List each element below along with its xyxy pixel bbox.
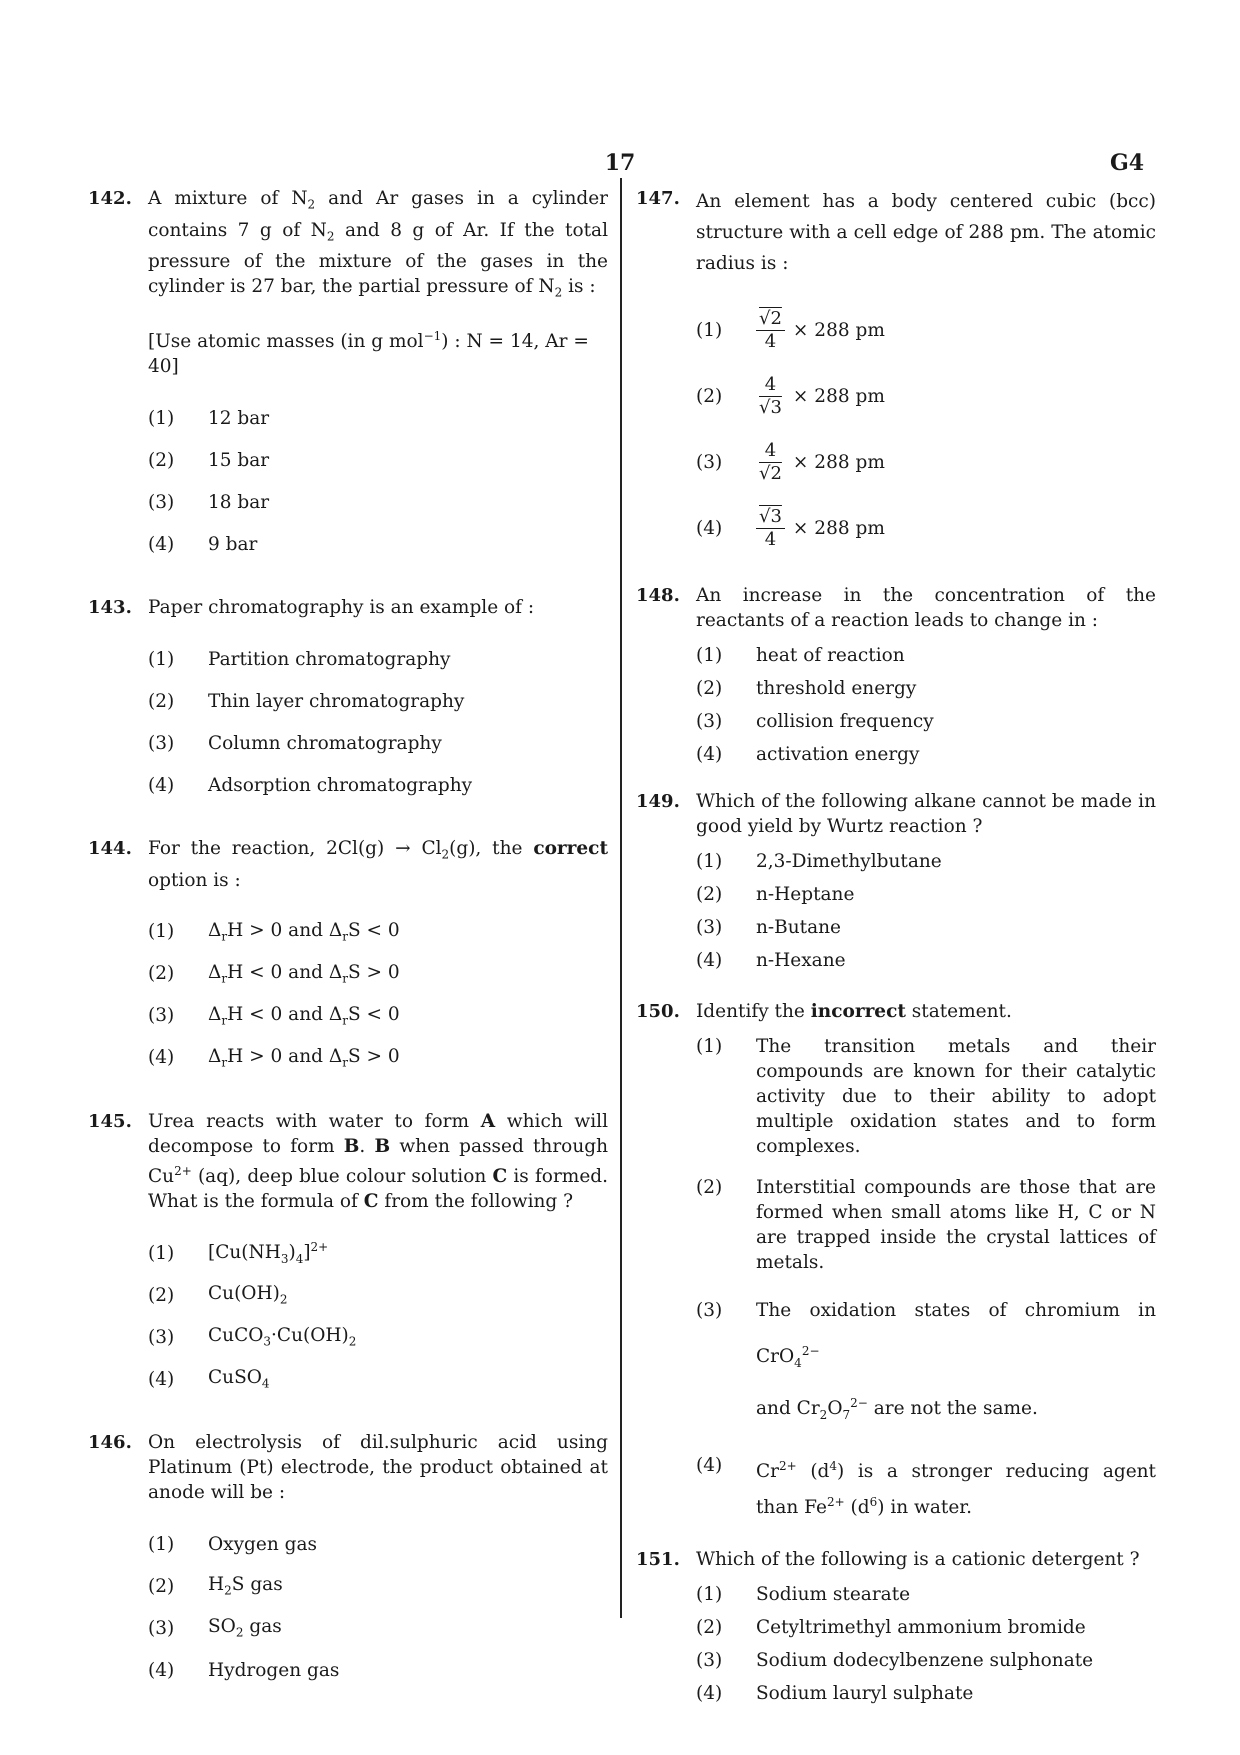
option-1: (1) heat of reaction <box>696 645 905 666</box>
fraction: $\frac{4}{√3}$ <box>759 373 782 418</box>
option-2: (2) n-Heptane <box>696 884 855 905</box>
option-4: (4) Adsorption chromatography <box>148 774 473 796</box>
fraction: $\frac{√2}{4}$ <box>756 308 785 353</box>
option-1: (1) Oxygen gas <box>148 1533 318 1555</box>
option-3: (3) The oxidation states of chromium in CrO$_4^{2-}$ and $Cr_2O_7^{2-}$ are not the same. <box>696 1300 1156 1422</box>
option-2: (2) threshold energy <box>696 678 917 699</box>
option-3: (3) $\frac{4}{√2}$ × 288 pm <box>696 439 885 484</box>
option-4: (4) CuSO$_4$ <box>148 1367 270 1391</box>
question-stem: Which of the following is a cationic detergent ? <box>696 1549 1140 1570</box>
question-stem: Paper chromatography is an example of : <box>148 597 535 619</box>
option-1: (1) $\frac{√2}{4}$ × 288 pm <box>696 307 885 352</box>
question-stem: For the reaction, $2Cl(g) \to Cl_2(g)$, the correct option is : <box>148 838 608 891</box>
option-2: (2) $\frac{4}{√3}$ × 288 pm <box>696 373 885 418</box>
question-number: 142. <box>88 188 132 209</box>
question-number: 145. <box>88 1110 132 1132</box>
question-stem: An increase in the concentration of the reactants of a reaction leads to change in : <box>696 585 1156 631</box>
option-3: (3) Sodium dodecylbenzene sulphonate <box>696 1650 1094 1671</box>
option-3: (3) collision frequency <box>696 711 934 732</box>
option-2: (2) $\Delta_rH < 0$ and $\Delta_rS > 0$ <box>148 962 400 986</box>
question-stem: Which of the following alkane cannot be made in good yield by Wurtz reaction ? <box>696 791 1156 837</box>
option-4: (4) 9 bar <box>148 533 258 555</box>
option-list <box>696 1034 1156 1523</box>
option-list <box>148 911 608 1079</box>
option-list <box>148 1232 608 1400</box>
option-4: (4) Hydrogen gas <box>148 1659 340 1681</box>
question-stem: Urea reacts with water to form A which will decompose to form B. B when passed through $Cu^{2+}$ (aq), deep blue colour solution C is formed. What is the formula of C from the following ? <box>148 1110 609 1213</box>
option-2: (2) 15 bar <box>148 449 270 471</box>
option-3: (3) n-Butane <box>696 917 842 938</box>
option-2: (2) Thin layer chromatography <box>148 690 465 712</box>
option-4: (4) $Cr^{2+}$ $(d^4)$ is a stronger reducing agent than $Fe^{2+}$ $(d^6)$ in water. <box>696 1454 1156 1518</box>
option-list <box>696 1578 1156 1710</box>
option-1: (1) 2,3-Dimethylbutane <box>696 851 942 872</box>
question-147 <box>636 186 1156 561</box>
question-150 <box>636 999 1156 1523</box>
option-2: (2) $Cu(OH)_2$ <box>148 1283 288 1307</box>
question-stem: Identify the incorrect statement. <box>696 1001 1012 1022</box>
option-list <box>696 297 1156 561</box>
question-142 <box>88 186 608 565</box>
option-4: (4) $\frac{√3}{4}$ × 288 pm <box>696 505 885 550</box>
option-list <box>148 397 608 565</box>
question-144 <box>88 836 608 1079</box>
right-column <box>636 186 1156 1710</box>
question-number: 144. <box>88 838 132 860</box>
option-1: (1) Partition chromatography <box>148 648 451 670</box>
option-3: (3) $\Delta_rH < 0$ and $\Delta_rS < 0$ <box>148 1004 400 1028</box>
option-1: (1) Sodium stearate <box>696 1584 911 1605</box>
column-divider <box>620 178 622 1618</box>
option-4: (4) activation energy <box>696 744 920 765</box>
option-1: (1) $[Cu(NH_3)_4]^{2+}$ <box>148 1240 329 1266</box>
option-3: (3) $CuCO_3\cdot Cu(OH)_2$ <box>148 1325 357 1349</box>
question-number: 147. <box>636 188 680 209</box>
question-151 <box>636 1547 1156 1710</box>
option-2: (2) Interstitial compounds are those that are formed when small atoms like H, C or N are trapped inside the crystal lattices of metals. <box>696 1177 1156 1273</box>
option-1: (1) $\Delta_rH > 0$ and $\Delta_rS < 0$ <box>148 920 400 944</box>
left-column <box>88 186 608 1691</box>
option-2: (2) $H_2S$ gas <box>148 1574 283 1598</box>
question-note: [Use atomic masses (in g mol$^{-1}$) : N = 14, Ar = 40] <box>148 329 589 378</box>
question-number: 149. <box>636 791 680 812</box>
fraction: $\frac{4}{√2}$ <box>759 439 782 484</box>
option-1: (1) 12 bar <box>148 407 270 429</box>
question-number: 150. <box>636 1001 680 1022</box>
option-2: (2) Cetyltrimethyl ammonium bromide <box>696 1617 1086 1638</box>
option-3: (3) Column chromatography <box>148 732 442 754</box>
paper-code: G4 <box>1110 150 1145 176</box>
question-number: 146. <box>88 1432 132 1454</box>
question-146 <box>88 1430 608 1691</box>
question-stem: On electrolysis of dil.sulphuric acid using Platinum (Pt) electrode, the product obtained at anode will be : <box>148 1432 608 1504</box>
option-1: (1) The transition metals and their compounds are known for their catalytic activity due to their ability to adopt multiple oxidation states and to form complexes. <box>696 1036 1156 1157</box>
option-list <box>148 1523 608 1691</box>
question-145 <box>88 1109 608 1400</box>
question-stem: A mixture of $N_2$ and Ar gases in a cylinder contains 7 g of $N_2$ and 8 g of Ar. If the total pressure of the mixture of the gases in the cylinder is 27 bar, the partial pressure of $N_2$ is : <box>148 188 609 301</box>
option-list <box>148 638 608 806</box>
question-stem: An element has a body centered cubic (bcc) structure with a cell edge of 288 pm. The atomic radius is : <box>696 191 1156 274</box>
question-number: 151. <box>636 1549 680 1570</box>
page-number: 17 <box>604 150 636 176</box>
question-149 <box>636 789 1156 977</box>
option-4: (4) n-Hexane <box>696 950 846 971</box>
question-number: 143. <box>88 597 132 619</box>
option-list <box>696 639 1156 771</box>
question-number: 148. <box>636 585 680 606</box>
option-3: (3) $SO_2$ gas <box>148 1616 282 1640</box>
fraction: $\frac{√3}{4}$ <box>756 506 785 551</box>
option-4: (4) Sodium lauryl sulphate <box>696 1683 974 1704</box>
question-148 <box>636 583 1156 771</box>
option-3: (3) 18 bar <box>148 491 270 513</box>
question-143 <box>88 595 608 806</box>
option-list <box>696 845 1156 977</box>
option-4: (4) $\Delta_rH > 0$ and $\Delta_rS > 0$ <box>148 1046 400 1070</box>
